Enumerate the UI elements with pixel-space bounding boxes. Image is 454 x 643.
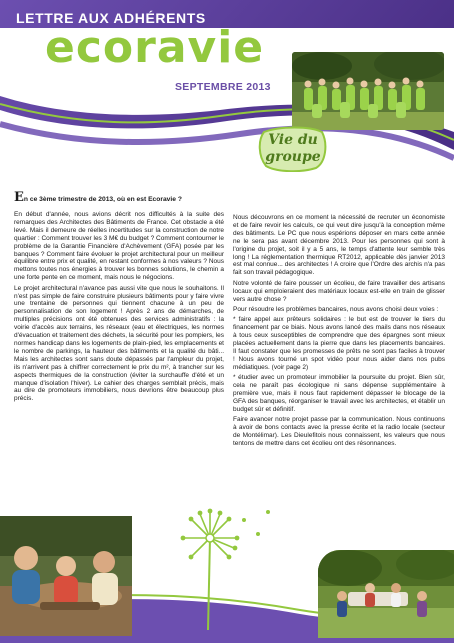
brand-logo: ecoravie: [45, 22, 265, 73]
issue-date: SEPTEMBRE 2013: [175, 81, 271, 93]
left-column: [14, 211, 224, 406]
paragraph: Le projet architectural n'avance pas aussi vite que nous le souhaitons. Il n'est pas simple de faire construire plusieurs bâtiments pour y faire vivre une trentaine de personnes qui tiennent chacune à un peu de personnalisation de son logement ! Après 2 ans de démarches, de multiples précisions ont été obtenues des services administratifs : la voirie d'accès aux terrains, les réseaux (eau et électriques, les normes d'évacuation et traitement des déchets, la sécurité pour les pompiers, les normes handicap dans les logements de plain-pied, les emplacements et le nombre de parkings, la hauteur des bâtiments et la qualité du bâti... Mais les architectes sont sans doute dépassés par l'ampleur du projet, ils n'arrivent pas à chiffrer correctement le prix du m², à trancher sur les aspects thermiques de la construction (éviter la surchauffe d'été et un manque d'isolation l'hiver). Le cahier des charges semblait précis, mais au dire de promoteurs immobiliers, nous devrions être beaucoup plus précis.: [14, 284, 224, 403]
drop-cap: E: [14, 190, 24, 205]
newsletter-title: LETTRE AUX ADHÉRENTS: [16, 10, 206, 26]
paragraph: Pour résoudre les problèmes bancaires, nous avons choisi deux voies :: [233, 305, 439, 313]
right-column: [233, 214, 445, 450]
garden-photo: [318, 550, 454, 638]
paragraph: Nous découvrons en ce moment la nécessité de recruter un économiste et de faire revoir les calculs, ce qui veut dire jusqu'à la conception même des bâtiments. Le PC que nous espérions déposer en mars cette année ne le sera pas avant décembre 2013. Pour les personnes qui sont à l'origine du projet, soit il y a 5 ans, le temps d'attente leur semble très long ! La réglementation thermique RT2012, applicable dès janvier 2013 est mal connue... des architectes ! A croire que l'Ordre des archis n'a pas fait son travail pédagogique.: [233, 214, 445, 277]
children-photo: [0, 516, 132, 636]
intro-line: [14, 190, 224, 205]
footer: [0, 490, 454, 643]
paragraph: Notre volonté de faire pousser un écolieu, de faire travailler des artisans locaux qui emploieraient des matériaux locaux est-elle en train de glisser vers autre chose ?: [233, 279, 445, 303]
paragraph: Faire avancer notre projet passe par la communication. Nous continuons à avoir de bons contacts avec la presse écrite et la radio locale (secteur de Montélimar). Les Dieulefitois nous connaissent, les valeurs que nous tentons de mettre dans cet écolieu ont des résonnances.: [233, 416, 445, 447]
paragraph: * étudier avec un promoteur immobilier la poursuite du projet. Bien sûr, cela ne paraît pas écologique ni sans dépense supplémentaire à première vue, mais il nous faut rapidement dépasser le blocage de la GFA des banques, réorganiser le travail avec les architectes, et établir un budget sûr et définitif.: [233, 374, 445, 413]
intro-text: n ce 3ème trimestre de 2013, où en est Ecoravie ?: [23, 196, 182, 203]
section-badge: [258, 126, 328, 172]
paragraph: * faire appel aux prêteurs solidaires : le but est de trouver le tiers du financement par ce biais. Nous avons lancé des mails dans nos réseaux à tous ceux susceptibles de comprendre que des épargnes sont mieux placées actuellement dans la pierre que dans les placements bancaires. Il faut constater que les promesses de prêts ne sont pas faciles à trouver ! Nous avons tourné un spot vidéo pour nous aider dans nos pubs médiatiques. (voir page 2): [233, 316, 445, 371]
paragraph: En début d'année, nous avions décrit nos difficultés à la suite des remarques des Architectes des Bâtiments de France. Cet obstacle a été levé. Mais il demeure de réelles incertitudes sur la construction de notre quartier : Comment trouver les 3 M€ du budget ? Comment contourner le problème de la Garantie Financière d'Achèvement (GFA) posée par les banques ? Comment faire évoluer le projet architectural pour un meilleur équilibre entre prix et qualité, en restant conformes à nos valeurs ? Nous mettons toutes nos énergies à trouver les bonnes solutions, le chemin a une forte pente en ce moment, mais nous le négocions.: [14, 211, 224, 282]
badge-line-1: Vie du: [268, 132, 318, 148]
badge-line-2: groupe: [265, 149, 321, 165]
header: [0, 0, 454, 172]
group-photo: [292, 52, 444, 130]
